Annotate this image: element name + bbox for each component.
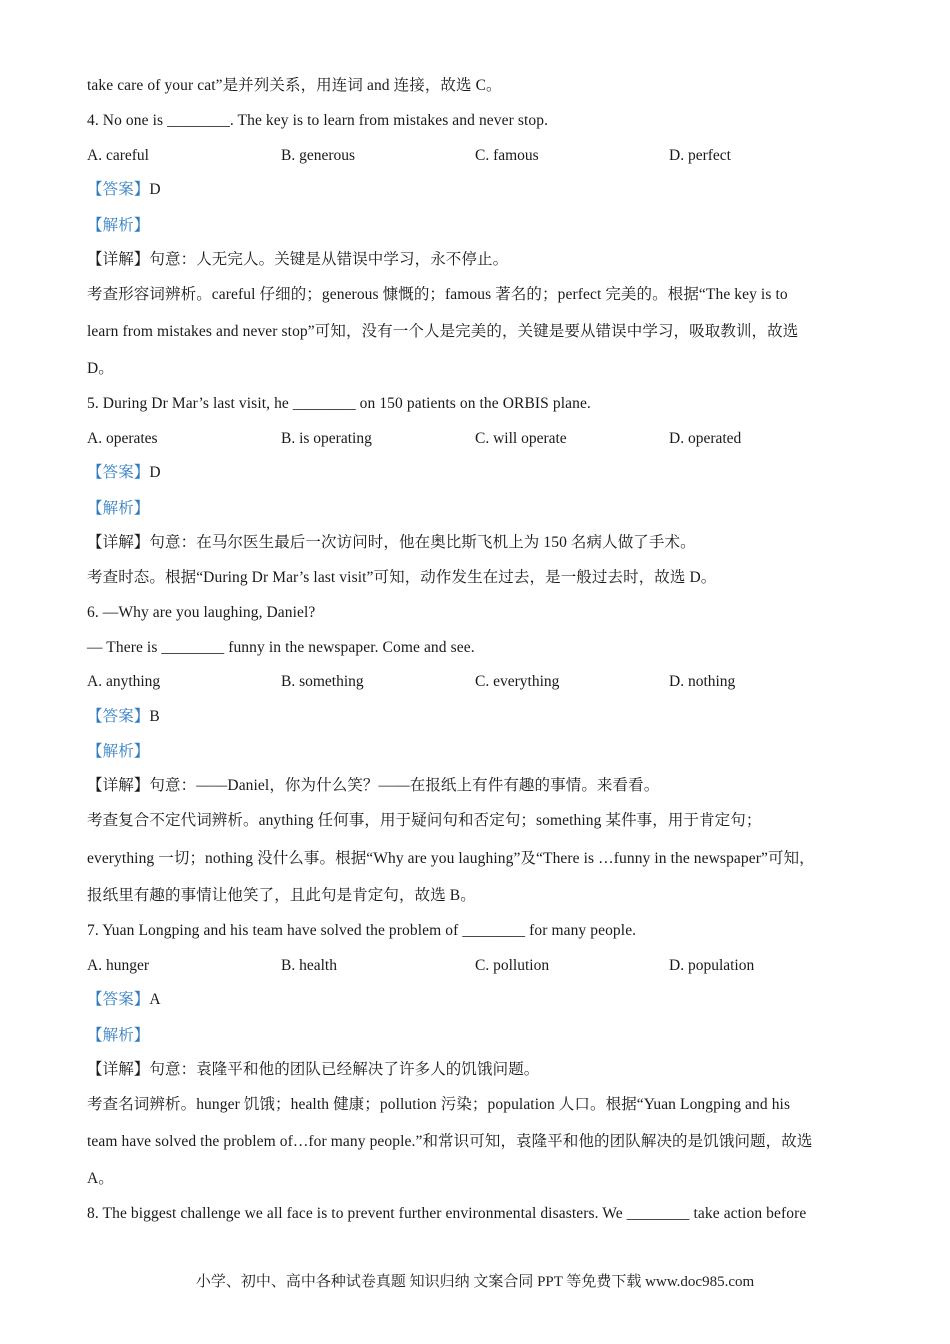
q4-option-a: A. careful xyxy=(87,147,149,164)
q4-explanation: learn from mistakes and never stop”可知，没有一个人是完美的，关键是要从错误中学习，吸取教训，故选 xyxy=(87,323,799,340)
q4-option-c: C. famous xyxy=(475,147,539,164)
q5-option-d: D. operated xyxy=(669,430,742,447)
q7-analysis-label: 【解析】 xyxy=(87,1027,150,1044)
question-5: 5. During Dr Mar’s last visit, he ________ on 150 patients on the ORBIS plane. xyxy=(87,395,591,412)
q4-answer xyxy=(87,180,161,200)
answer-value: D xyxy=(149,464,161,481)
q7-option-d: D. population xyxy=(669,957,755,974)
q5-detail: 【详解】句意：在马尔医生最后一次访问时，他在奥比斯飞机上为 150 名病人做了手术。 xyxy=(87,534,696,551)
q6-analysis-label: 【解析】 xyxy=(87,743,150,760)
q6-option-a: A. anything xyxy=(87,673,161,690)
question-8: 8. The biggest challenge we all face is to prevent further environmental disasters. We ________ take action before xyxy=(87,1205,807,1222)
q7-explanation: team have solved the problem of…for many people.”和常识可知，袁隆平和他的团队解决的是饥饿问题，故选 xyxy=(87,1133,813,1150)
question-6: 6. —Why are you laughing, Daniel? xyxy=(87,604,316,621)
q6-option-b: B. something xyxy=(281,673,364,690)
answer-label: 【答案】 xyxy=(87,464,150,481)
q7-option-c: C. pollution xyxy=(475,957,550,974)
q4-option-d: D. perfect xyxy=(669,147,731,164)
q7-option-a: A. hunger xyxy=(87,957,149,974)
q4-detail: 【详解】句意：人无完人。关键是从错误中学习，永不停止。 xyxy=(87,251,509,268)
answer-label: 【答案】 xyxy=(87,181,150,198)
q4-explanation: 考查形容词辨析。careful 仔细的；generous 慷慨的；famous 著名的；perfect 完美的。根据“The key is to xyxy=(87,286,788,303)
answer-value: B xyxy=(149,708,160,725)
q7-answer xyxy=(87,990,161,1010)
q7-option-b: B. health xyxy=(281,957,337,974)
q5-answer xyxy=(87,463,161,483)
q5-option-b: B. is operating xyxy=(281,430,372,447)
q5-explanation: 考查时态。根据“During Dr Mar’s last visit”可知，动作发生在过去，是一般过去时，故选 D。 xyxy=(87,569,717,586)
answer-value: D xyxy=(149,181,161,198)
question-7: 7. Yuan Longping and his team have solved the problem of ________ for many people. xyxy=(87,922,637,939)
q6-explanation: 考查复合不定代词辨析。anything 任何事，用于疑问句和否定句；something 某件事，用于肯定句； xyxy=(87,812,762,829)
answer-label: 【答案】 xyxy=(87,991,150,1008)
q5-option-c: C. will operate xyxy=(475,430,567,447)
q6-option-d: D. nothing xyxy=(669,673,736,690)
q6-explanation: everything 一切；nothing 没什么事。根据“Why are you laughing”及“There is …funny in the newspaper”可知， xyxy=(87,850,815,867)
q4-analysis-label: 【解析】 xyxy=(87,217,150,234)
q7-explanation: 考查名词辨析。hunger 饥饿；health 健康；pollution 污染；population 人口。根据“Yuan Longping and his xyxy=(87,1096,791,1113)
q6-detail: 【详解】句意：——Daniel，你为什么笑？——在报纸上有件有趣的事情。来看看。 xyxy=(87,777,660,794)
q4-explanation: D。 xyxy=(87,360,114,377)
answer-value: A xyxy=(149,991,161,1008)
q5-analysis-label: 【解析】 xyxy=(87,500,150,517)
question-6-reply: — There is ________ funny in the newspaper. Come and see. xyxy=(87,639,475,656)
q7-explanation: A。 xyxy=(87,1170,114,1187)
q5-option-a: A. operates xyxy=(87,430,158,447)
q4-option-b: B. generous xyxy=(281,147,356,164)
q6-answer xyxy=(87,707,160,727)
q6-option-c: C. everything xyxy=(475,673,560,690)
text-line: take care of your cat”是并列关系，用连词 and 连接，故选 C。 xyxy=(87,77,502,94)
question-4: 4. No one is ________. The key is to learn from mistakes and never stop. xyxy=(87,112,549,129)
q6-explanation: 报纸里有趣的事情让他笑了，且此句是肯定句，故选 B。 xyxy=(87,887,476,904)
page-footer: 小学、初中、高中各种试卷真题 知识归纳 文案合同 PPT 等免费下载 www.doc985.com xyxy=(195,1274,755,1290)
answer-label: 【答案】 xyxy=(87,708,150,725)
q7-detail: 【详解】句意：袁隆平和他的团队已经解决了许多人的饥饿问题。 xyxy=(87,1061,540,1078)
